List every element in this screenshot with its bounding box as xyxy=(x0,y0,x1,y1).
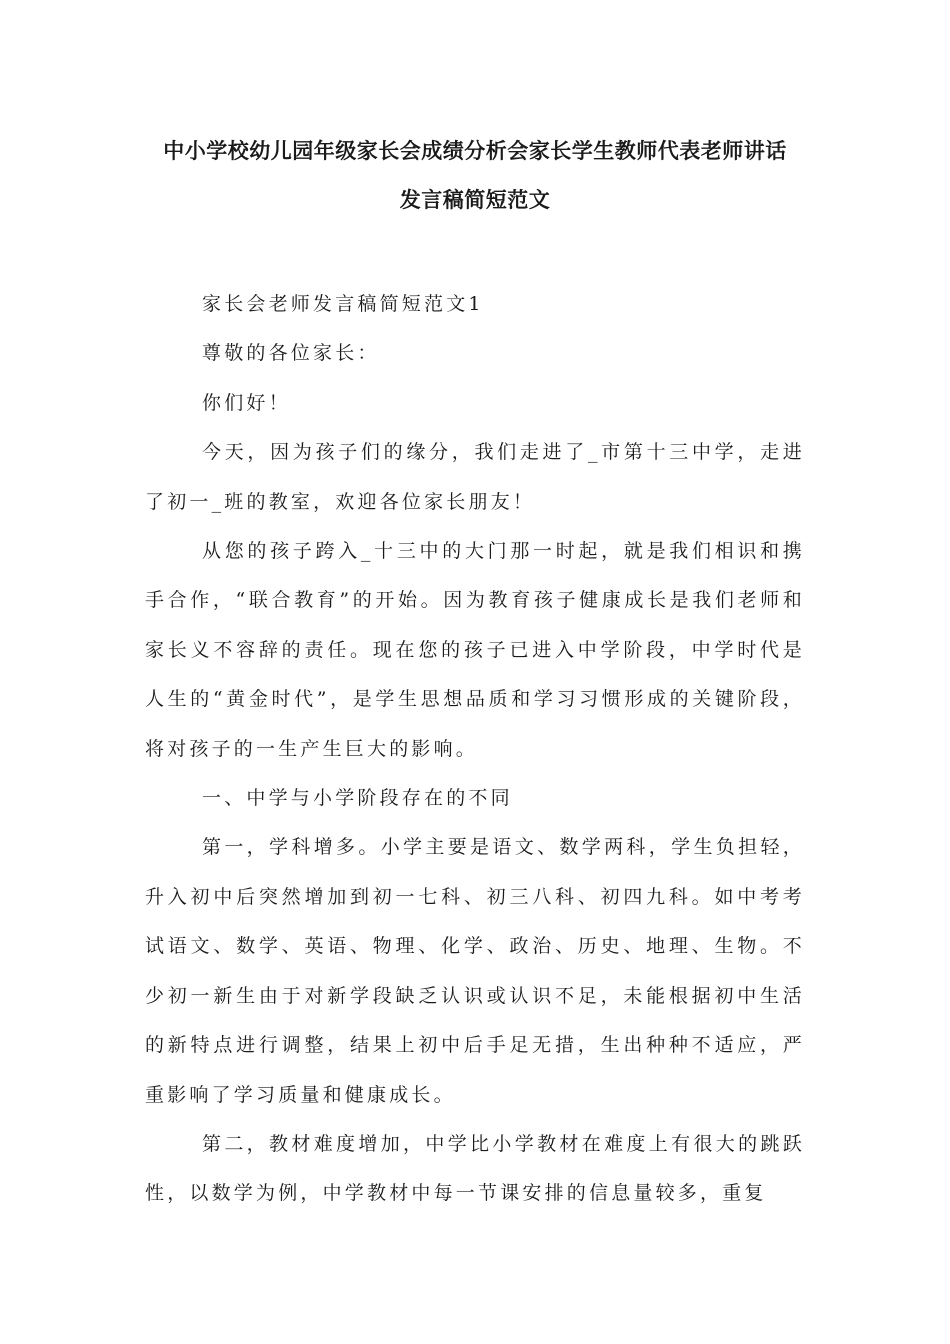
paragraph: 今天，因为孩子们的缘分，我们走进了_市第十三中学，走进了初一_班的教室，欢迎各位家长朋友！ xyxy=(145,441,805,513)
document-body xyxy=(145,280,805,1219)
document-title-line-1: 中小学校幼儿园年级家长会成绩分析会家长学生教师代表老师讲话 xyxy=(163,139,787,163)
paragraph: 第一，学科增多。小学主要是语文、数学两科，学生负担轻，升入初中后突然增加到初一七科、初三八科、初四九科。如中考考试语文、数学、英语、物理、化学、政治、历史、地理、生物。不少初一新生由于对新学段缺乏认识或认识不足，未能根据初中生活的新特点进行调整，结果上初中后手足无措，生出种种不适应，严重影响了学习质量和健康成长。 xyxy=(145,836,805,1106)
greeting: 你们好！ xyxy=(202,391,291,414)
section-heading: 家长会老师发言稿简短范文1 xyxy=(202,293,484,315)
paragraph: 从您的孩子跨入_十三中的大门那一时起，就是我们相识和携手合作，“联合教育”的开始。因为教育孩子健康成长是我们老师和家长义不容辞的责任。现在您的孩子已进入中学阶段，中学时代是人生的“黄金时代”，是学生思想品质和学习习惯形成的关键阶段，将对孩子的一生产生巨大的影响。 xyxy=(145,540,805,760)
paragraph: 第二，教材难度增加，中学比小学教材在难度上有很大的跳跃性，以数学为例，中学教材中每一节课安排的信息量较多，重复 xyxy=(145,1132,805,1205)
subheading: 一、中学与小学阶段存在的不同 xyxy=(202,787,513,810)
salutation: 尊敬的各位家长： xyxy=(202,342,380,365)
document-title-line-2: 发言稿简短范文 xyxy=(399,188,551,212)
